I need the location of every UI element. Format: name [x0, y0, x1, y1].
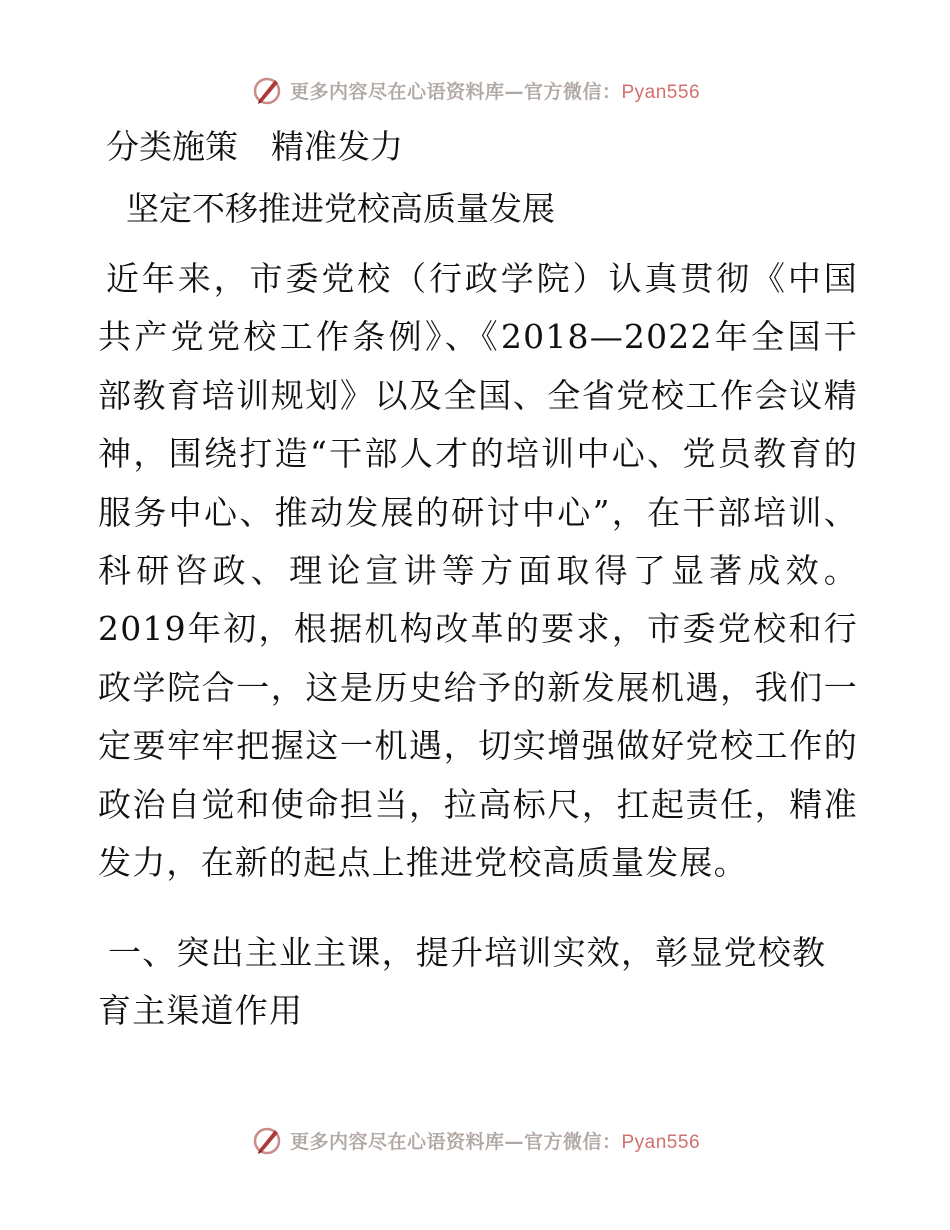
- document-title-line1: 分类施策 精准发力: [106, 127, 403, 166]
- pen-circle-logo-icon: [250, 1123, 284, 1157]
- section-heading-1: 一、突出主业主课，提升培训实效，彰显党校教育主渠道作用: [98, 933, 827, 1031]
- watermark-header: [0, 70, 950, 110]
- watermark-text: 更多内容尽在心语资料库—官方微信：Pyan556: [289, 1130, 701, 1153]
- paragraph-intro: 近年来，市委党校（行政学院）认真贯彻《中国共产党党校工作条例》、《2018—2022年全国干部教育培训规划》以及全国、全省党校工作会议精神，围绕打造“干部人才的培训中心、党员教育的服务中心、推动发展的研讨中心”，在干部培训、科研咨政、理论宣讲等方面取得了显著成效。2019年初，根据机构改革的要求，市委党校和行政学院合一，这是历史给予的新发展机遇，我们一定要牢牢把握这一机遇，切实增强做好党校工作的政治自觉和使命担当，拉高标尺，扛起责任，精准发力，在新的起点上推进党校高质量发展。: [98, 259, 858, 883]
- document-title-line2: 坚定不移推进党校高质量发展: [126, 189, 555, 228]
- watermark-footer: [0, 1120, 950, 1160]
- document-body: [98, 118, 858, 1040]
- watermark-wechat-id: Pyan556: [621, 1131, 701, 1153]
- watermark-wechat-id: Pyan556: [621, 81, 701, 103]
- pen-circle-logo-icon: [250, 73, 284, 107]
- watermark-text: 更多内容尽在心语资料库—官方微信：Pyan556: [289, 80, 701, 103]
